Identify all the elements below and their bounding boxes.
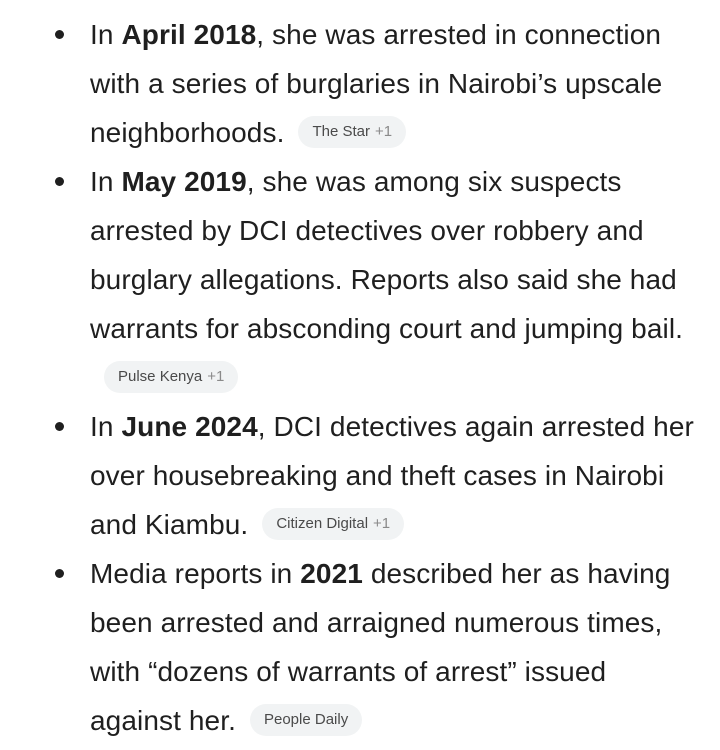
item-date-bold: April 2018 bbox=[121, 19, 257, 50]
item-text-body: , she was arrested in connection with a series of burglaries in Nairobi’s upscale neighborhoods. bbox=[90, 19, 663, 148]
source-chip-citizen-digital[interactable] bbox=[262, 508, 404, 540]
source-name: Pulse Kenya bbox=[118, 367, 203, 385]
list-item-june-2024 bbox=[0, 402, 720, 549]
item-text-body: , DCI detectives again arrested her over housebreaking and theft cases in Nairobi and Kiambu. bbox=[90, 411, 694, 540]
item-text-body: , she was among six suspects arrested by DCI detectives over robbery and burglary allegations. Reports also said she had warrants for absconding court and jumping bail. bbox=[90, 166, 684, 344]
source-name: Citizen Digital bbox=[276, 514, 369, 532]
item-text-prefix: In bbox=[90, 411, 122, 442]
source-name: People Daily bbox=[263, 710, 349, 728]
item-date-bold: June 2024 bbox=[121, 411, 258, 442]
bullet-icon bbox=[55, 569, 64, 578]
item-date-bold: May 2019 bbox=[121, 166, 247, 197]
source-chip-pulse-kenya[interactable] bbox=[104, 361, 238, 393]
item-date-bold: 2021 bbox=[300, 558, 363, 589]
item-text-body: described her as having been arrested and arraigned numerous times, with “dozens of warrants of arrest” issued against her. bbox=[90, 558, 671, 736]
list-item-2021 bbox=[0, 549, 720, 745]
item-text-prefix: Media reports in bbox=[90, 558, 301, 589]
source-count: +1 bbox=[373, 514, 391, 532]
bullet-icon bbox=[55, 177, 64, 186]
source-name: The Star bbox=[312, 122, 370, 140]
item-text-prefix: In bbox=[90, 19, 122, 50]
arrest-history-list bbox=[0, 10, 720, 745]
item-text-prefix: In bbox=[90, 166, 122, 197]
list-item-april-2018 bbox=[0, 10, 720, 157]
source-count: +1 bbox=[207, 367, 225, 385]
list-item-may-2019 bbox=[0, 157, 720, 402]
bullet-icon bbox=[55, 422, 64, 431]
source-chip-people-daily[interactable] bbox=[250, 704, 362, 736]
source-count: +1 bbox=[374, 122, 393, 140]
source-chip-the-star[interactable] bbox=[298, 116, 406, 148]
bullet-icon bbox=[55, 30, 64, 39]
